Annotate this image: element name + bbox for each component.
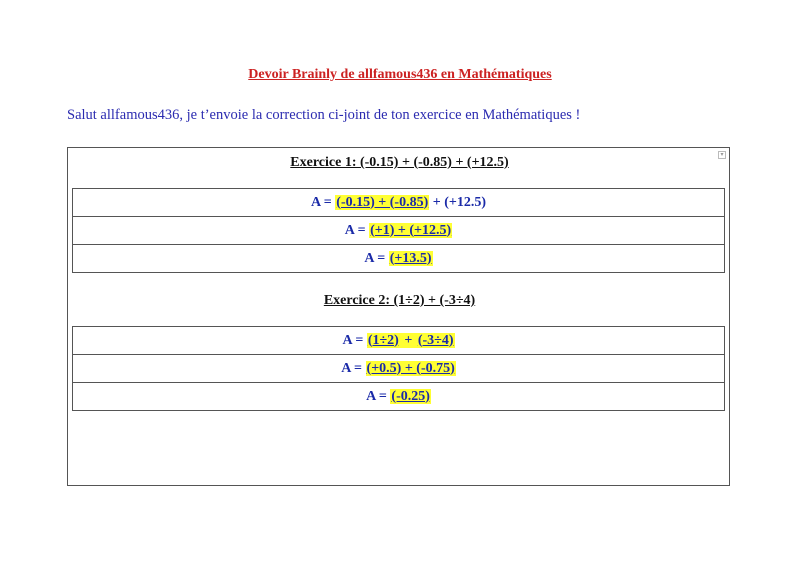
table-row xyxy=(73,383,725,411)
formula-cell xyxy=(73,383,725,411)
formula-highlight: (1÷2) xyxy=(367,332,399,348)
table-row xyxy=(73,355,725,383)
formula-prefix: A = xyxy=(342,332,367,348)
formula-operator: + xyxy=(400,332,416,348)
formula-suffix: + (+12.5) xyxy=(429,194,487,210)
page-title: Devoir Brainly de allfamous436 en Mathématiques xyxy=(248,67,552,82)
formula-highlight: (-3÷4) xyxy=(417,332,454,348)
table-row xyxy=(73,327,725,355)
formula-prefix: A = xyxy=(366,388,391,404)
formula-highlight: (-0.15) + (-0.85) xyxy=(336,194,429,210)
formula-cell xyxy=(73,217,725,245)
formula-prefix: A = xyxy=(310,194,336,210)
formula-prefix: A = xyxy=(341,360,366,376)
table-row xyxy=(73,217,725,245)
formula-cell xyxy=(73,327,725,355)
formula-prefix: A = xyxy=(344,222,370,238)
formula-highlight: (+13.5) xyxy=(389,250,432,266)
exercise-1-table xyxy=(72,188,725,273)
formula-highlight: (-0.25) xyxy=(391,388,430,404)
formula-prefix: A = xyxy=(364,250,389,266)
exercise-2-heading: Exercice 2: (1÷2) + (-3÷4) xyxy=(323,293,476,308)
table-row xyxy=(73,245,725,273)
scroll-down-icon[interactable]: ▾ xyxy=(718,151,726,159)
intro-text: Salut allfamous436, je t’envoie la correction ci-joint de ton exercice en Mathématiques ! xyxy=(67,107,581,123)
formula-highlight: (+0.5) + (-0.75) xyxy=(366,360,455,376)
exercise-2-table xyxy=(72,326,725,411)
formula-cell xyxy=(73,355,725,383)
table-row xyxy=(73,189,725,217)
exercise-1-heading: Exercice 1: (-0.15) + (-0.85) + (+12.5) xyxy=(290,155,509,170)
formula-cell xyxy=(73,245,725,273)
formula-highlight: (+1) + (+12.5) xyxy=(370,222,452,238)
formula-cell xyxy=(73,189,725,217)
